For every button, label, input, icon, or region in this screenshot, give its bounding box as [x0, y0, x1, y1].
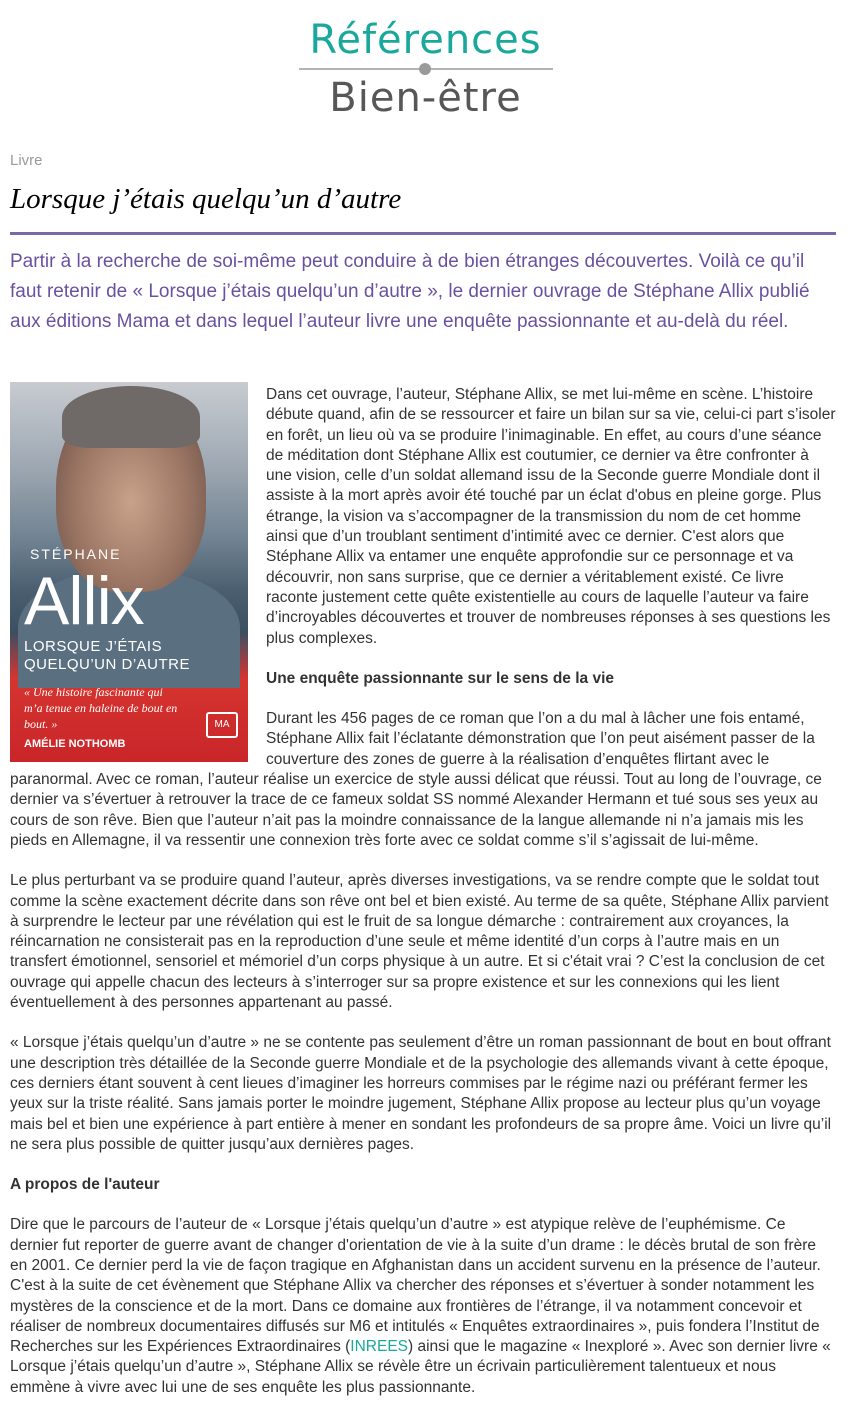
- publisher-logo-icon: MA: [206, 712, 238, 738]
- body-paragraph-4: « Lorsque j’étais quelqu’un d’autre » ne se contente pas seulement d’être un roman passionnant de bout en bout offrant une description très détaillée de la Seconde guerre Mondiale et de la psychologie des allemands vivant à cette époque, ces derniers étant souvent à cent lieues d’imaginer les horreurs commises par le régime nazi ou préférant fermer les yeux sur la triste réalité. Sans jamais porter le moindre jugement, Stéphane Allix propose au lecteur plus qu’un voyage mais bel et bien une expérience à part entière à mener en sondant les profondeurs de sa propre âme. Voici un livre qu’il ne sera plus possible de quitter jusqu’aux dernières pages.: [10, 1034, 832, 1153]
- cover-quote-author: AMÉLIE NOTHOMB: [24, 738, 126, 750]
- title-divider: [10, 232, 836, 235]
- subheading-enquete: Une enquête passionnante sur le sens de la vie: [266, 669, 615, 687]
- article-title: Lorsque j’étais quelqu’un d’autre: [10, 183, 402, 215]
- logo-divider: [299, 62, 553, 76]
- inrees-link[interactable]: INREES: [350, 1338, 408, 1356]
- paragraph-5-text-end: ) ainsi que le magazine « Inexploré ». Avec son dernier livre « Lorsque j’étais quelqu’un d’autre », Stéphane Allix se révèle être un écrivain particulièrement talentueux et nous emmène à vivre avec lui une de ses enquête les plus passionnante.: [10, 1338, 831, 1396]
- cover-author-first-name: STÉPHANE: [30, 546, 122, 562]
- body-paragraph-5: [10, 1215, 836, 1398]
- cover-author-last-name: Allix: [24, 563, 144, 639]
- body-paragraph-2: Durant les 456 pages de ce roman que l’on a du mal à lâcher une fois entamé, Stéphane Allix fait l’éclatante démonstration que l’on peut aisément passer de la couverture des zones de guerre à la réalisation d’enquêtes flirtant avec le paranormal. Avec ce roman, l’auteur réalise un exercice de style aussi délicat que réussi. Tout au long de l’ouvrage, ce dernier va s’évertuer à retrouver la trace de ce fameux soldat SS nommé Alexander Hermann et tué sous ses yeux au cours de son rêve. Bien que l’auteur n’ait pas la moindre connaissance de la langue allemande ni n’a jamais mis les pieds en Allemagne, il va ressentir une connexion très forte avec ce soldat comme s’il s’agissait de lui-même.: [10, 710, 822, 849]
- logo-line-bien-etre: Bien-être: [329, 75, 522, 121]
- cover-title-line-1: LORSQUE J’ÉTAIS: [24, 638, 163, 655]
- paragraph-5-text-start: Dire que le parcours de l’auteur de « Lorsque j’étais quelqu’un d’autre » est atypique relève de l’euphémisme. Ce dernier fut reporter de guerre avant de changer d'orientation de vie à la suite d’un drame : le décès brutal de son frère en 2001. Ce dernier perd la vie de façon tragique en Afghanistan dans un accident survenu en la présence de l’auteur. C'est à la suite de cet évènement que Stéphane Allix va chercher des réponses et s’évertuer à sonder notamment les mystères de la conscience et de la mort. Dans ce domaine aux frontières de l’étrange, il va notamment concevoir et réaliser de nombreux documentaires diffusés sur M6 et intitulés « Enquêtes extraordinaires », puis fondera l’Institut de Recherches sur les Expériences Extraordinaires (: [10, 1216, 821, 1356]
- logo-line-references: Références: [309, 17, 542, 63]
- cover-quote: « Une histoire fascinante qui m’a tenue en haleine de bout en bout. »: [24, 685, 178, 731]
- cover-float-spacer: [10, 385, 266, 763]
- site-logo[interactable]: [0, 18, 851, 120]
- cover-title-line-2: QUELQU’UN D’AUTRE: [24, 656, 191, 673]
- article-category[interactable]: Livre: [10, 152, 43, 169]
- article-body: [10, 385, 836, 1418]
- body-paragraph-3: Le plus perturbant va se produire quand l’auteur, après diverses investigations, va se rendre compte que le soldat tout comme la scène exactement décrite dans son rêve ont bel et bien existé. Au terme de sa quête, Stéphane Allix parvient à surprendre le lecteur par une révélation qui est le fruit de sa longue démarche : contrairement aux croyances, la réincarnation ne consisterait pas en la reproduction d’une seule et même identité d’un corps à l’autre mais en un transfert émotionnel, sensoriel et mémoriel d’un corps physique à un autre. Et si c'était vrai ? C’est la conclusion de cet ouvrage qui appelle chacun des lecteurs à s’interroger sur sa propre existence et sur les connexions qui les lient éventuellement à des personnes appartenant au passé.: [10, 872, 829, 1012]
- article-lead: Partir à la recherche de soi-même peut conduire à de bien étranges découvertes. Voilà ce qu’il faut retenir de « Lorsque j’étais quelqu’un d’autre », le dernier ouvrage de Stéphane Allix publié aux éditions Mama et dans lequel l’auteur livre une enquête passionnante et au-delà du réel.: [10, 251, 810, 332]
- subheading-auteur: A propos de l'auteur: [10, 1176, 160, 1194]
- body-paragraph-1: Dans cet ouvrage, l’auteur, Stéphane Allix, se met lui-même en scène. L’histoire débute quand, afin de se ressourcer et faire un bilan sur sa vie, celui-ci part s’isoler en forêt, un lieu où va se produire l’inimaginable. En effet, au cours d’une séance de méditation dont Stéphane Allix est coutumier, ce dernier va être confronter à une vision, celle d’un soldat allemand issu de la Seconde guerre Mondiale dont il assiste à la mort après avoir été touché par un éclat d'obus en pleine gorge. Plus étrange, la vision va s’accompagner de la transmission du nom de cet homme ainsi que d’un troublant sentiment d’intimité avec ce dernier. C'est alors que Stéphane Allix va entamer une enquête approfondie sur ce personnage et va découvrir, non sans surprise, que ce dernier a véritablement existé. Ce livre raconte justement cette quête existentielle au cours de laquelle l’auteur va faire d’incroyables découvertes et trouver de nombreuses réponses à ses questions les plus complexes.: [266, 386, 836, 647]
- logo-divider-dot: [419, 63, 431, 75]
